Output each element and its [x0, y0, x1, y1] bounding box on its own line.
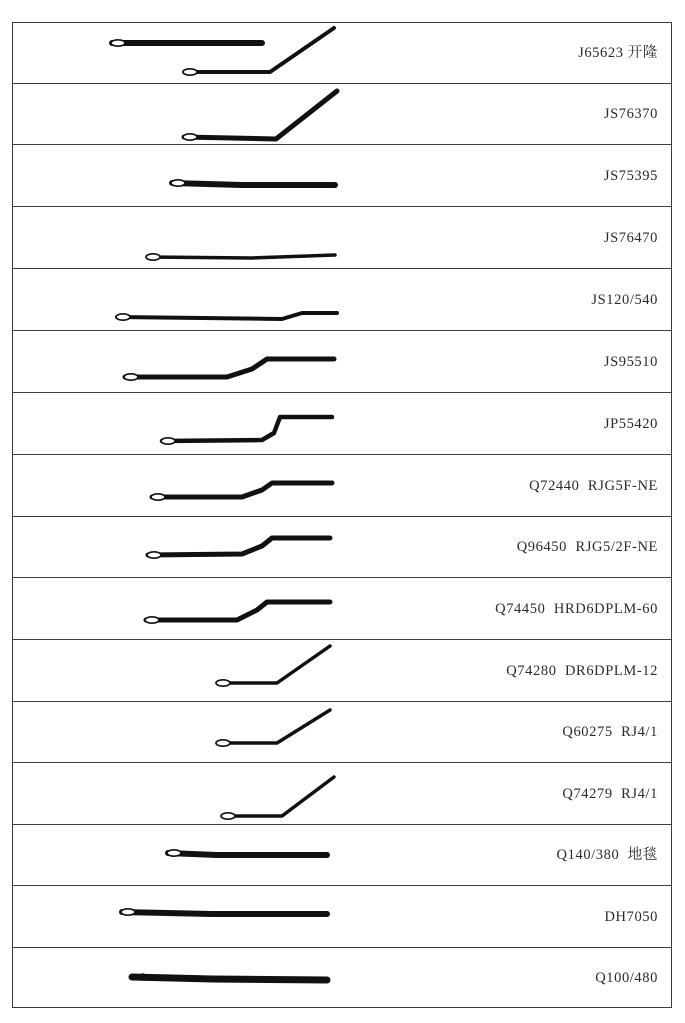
needle-model-label: Q74450 HRD6DPLM-60	[495, 601, 658, 617]
needle-eye	[216, 680, 230, 686]
needle-model-label: Q74280 DR6DPLM-12	[506, 663, 658, 679]
needle-shank	[222, 777, 334, 816]
needle-shank	[152, 483, 332, 497]
needle-shank	[172, 183, 335, 185]
needle-illustration	[12, 145, 672, 207]
table-row	[12, 145, 672, 207]
needle-model-label: JS76370	[603, 106, 658, 122]
needle-model-label: Q74279 RJ4/1	[562, 786, 658, 802]
needle-model-label: Q96450 RJG5/2F-NE	[516, 539, 658, 555]
needle-model-label: J65623 开隆	[578, 45, 658, 61]
table-row	[12, 824, 672, 886]
needle-eye	[145, 617, 159, 623]
needle-illustration	[12, 886, 672, 948]
needle-shank	[147, 255, 335, 258]
needle-model-label: DH7050	[604, 909, 658, 925]
needle-model-label: JS75395	[603, 168, 658, 184]
needle-illustration	[12, 269, 672, 331]
needle-eye	[146, 254, 160, 260]
table-row	[12, 455, 672, 517]
needle-model-label: Q72440 RJG5F-NE	[529, 478, 658, 494]
needle-illustration	[12, 947, 672, 1009]
table-row	[12, 640, 672, 702]
needle-model-label: Q100/480	[595, 970, 658, 986]
needle-shank	[168, 853, 327, 855]
table-row	[12, 947, 672, 1009]
needle-shank	[184, 91, 337, 139]
needle-eye	[161, 438, 175, 444]
needle-shank	[132, 977, 327, 980]
needle-eye	[183, 69, 197, 75]
needle-model-label: Q60275 RJ4/1	[562, 724, 658, 740]
table-row	[12, 763, 672, 825]
needle-shank	[146, 602, 330, 620]
needle-shank	[125, 359, 334, 377]
needle-shank	[117, 313, 337, 319]
needle-shank	[148, 538, 330, 555]
needle-eye	[116, 314, 130, 320]
needle-illustration	[12, 83, 672, 145]
needle-eye	[183, 134, 197, 140]
needle-model-label: JS120/540	[591, 292, 658, 308]
table-row	[12, 207, 672, 269]
needle-model-label: JP55420	[603, 416, 658, 432]
table-row	[12, 393, 672, 455]
needle-model-label: Q140/380 地毯	[556, 847, 658, 863]
needle-model-label: JS95510	[603, 354, 658, 370]
table-row	[12, 516, 672, 578]
needle-eye	[221, 813, 235, 819]
needle-shank	[162, 417, 332, 441]
needle-eye	[151, 494, 165, 500]
needle-eye	[111, 40, 125, 46]
needle-eye	[121, 909, 135, 915]
needle-shank	[217, 646, 330, 683]
needle-illustration	[12, 22, 672, 84]
needle-eye	[124, 374, 138, 380]
needle-eye	[216, 740, 230, 746]
table-row	[12, 269, 672, 331]
needle-eye	[147, 552, 161, 558]
needle-shank	[122, 912, 327, 914]
needle-shank	[184, 28, 334, 72]
needle-illustration	[12, 331, 672, 393]
table-row	[12, 331, 672, 393]
needle-model-label: JS76470	[603, 230, 658, 246]
table-row	[12, 83, 672, 145]
table-row	[12, 886, 672, 948]
table-row	[12, 701, 672, 763]
needle-illustration	[12, 207, 672, 269]
needle-illustration	[12, 393, 672, 455]
needle-shank	[217, 710, 330, 743]
table-row	[12, 22, 672, 84]
table-row	[12, 578, 672, 640]
needle-eye	[167, 850, 181, 856]
needle-eye	[171, 180, 185, 186]
